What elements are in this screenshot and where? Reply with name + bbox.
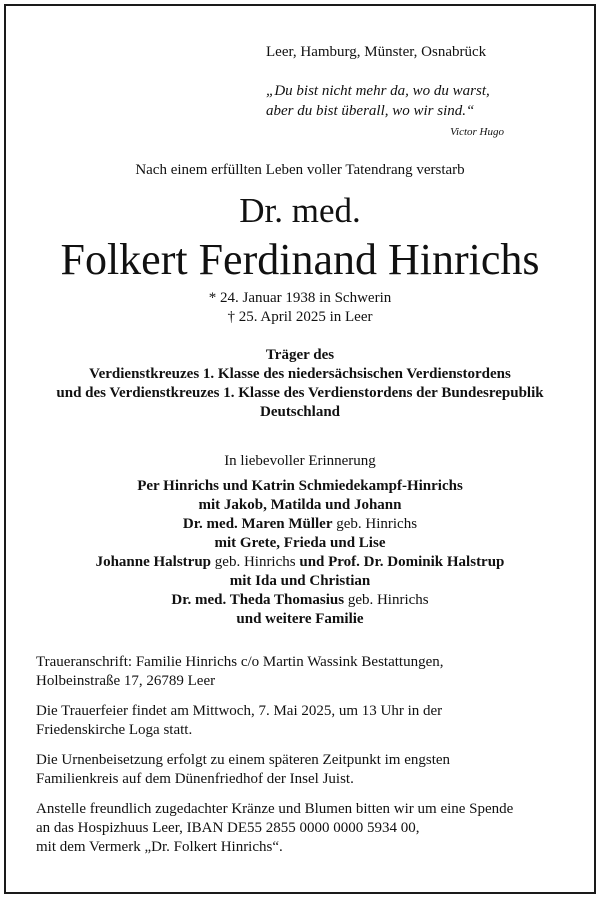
quote-line-2: aber du bist überall, wo wir sind.“ bbox=[266, 103, 475, 119]
intro-text: Nach einem erfüllten Leben voller Tatendrang verstarb bbox=[135, 162, 465, 178]
donation-request bbox=[36, 800, 513, 857]
family-line: Per Hinrichs und Katrin Schmiedekampf-Hinrichs bbox=[137, 478, 463, 494]
notices-block bbox=[36, 653, 513, 868]
family-member-name: Johanne Halstrup bbox=[95, 554, 212, 570]
urn-burial bbox=[36, 751, 513, 789]
family-line bbox=[0, 515, 600, 534]
notice-line: Die Urnenbeisetzung erfolgt zu einem späteren Zeitpunkt im engsten bbox=[36, 752, 451, 768]
family-line bbox=[0, 591, 600, 610]
family-member-name: Dr. med. Maren Müller bbox=[182, 516, 333, 532]
honors-line-2: Verdienstkreuzes 1. Klasse des niedersächsischen Verdienstordens bbox=[89, 366, 511, 382]
family-line: mit Jakob, Matilda und Johann bbox=[198, 497, 402, 513]
notice-line: Die Trauerfeier findet am Mittwoch, 7. Mai 2025, um 13 Uhr in der bbox=[36, 703, 443, 719]
notice-line: mit dem Vermerk „Dr. Folkert Hinrichs“. bbox=[36, 839, 283, 855]
places-line: Leer, Hamburg, Münster, Osnabrück bbox=[266, 44, 487, 60]
honors-line-3: und des Verdienstkreuzes 1. Klasse des Verdienstordens der Bundesrepublik bbox=[56, 385, 544, 401]
notice-line: Traueranschrift: Familie Hinrichs c/o Martin Wassink Bestattungen, bbox=[36, 654, 444, 670]
family-member-maiden: geb. Hinrichs bbox=[332, 516, 418, 532]
family-member-maiden: geb. Hinrichs bbox=[344, 592, 429, 608]
family-member-name: Dr. med. Theda Thomasius bbox=[171, 592, 345, 608]
death-date: † 25. April 2025 in Leer bbox=[227, 309, 373, 325]
family-member-spouse: und Prof. Dr. Dominik Halstrup bbox=[299, 554, 505, 570]
family-line: und weitere Familie bbox=[236, 611, 364, 627]
deceased-title: Dr. med. bbox=[239, 191, 361, 230]
honors-line-1: Träger des bbox=[265, 347, 335, 363]
notice-line: Friedenskirche Loga statt. bbox=[36, 722, 193, 738]
life-dates bbox=[0, 289, 600, 327]
honors-line-4: Deutschland bbox=[259, 404, 341, 420]
notice-line: Holbeinstraße 17, 26789 Leer bbox=[36, 673, 216, 689]
quote-line-1: „Du bist nicht mehr da, wo du warst, bbox=[266, 83, 490, 99]
notice-line: Familienkreis auf dem Dünenfriedhof der Insel Juist. bbox=[36, 771, 354, 787]
remembrance-heading: In liebevoller Erinnerung bbox=[224, 453, 376, 469]
birth-date: * 24. Januar 1938 in Schwerin bbox=[208, 290, 392, 306]
notice-line: an das Hospizhuus Leer, IBAN DE55 2855 0000 0000 5934 00, bbox=[36, 820, 420, 836]
quote-author: Victor Hugo bbox=[450, 126, 504, 138]
family-line bbox=[0, 553, 600, 572]
honors-block bbox=[0, 346, 600, 422]
family-line: mit Ida und Christian bbox=[229, 573, 371, 589]
notice-line: Anstelle freundlich zugedachter Kränze und Blumen bitten wir um eine Spende bbox=[36, 801, 514, 817]
family-line: mit Grete, Frieda und Lise bbox=[214, 535, 386, 551]
family-list bbox=[0, 477, 600, 629]
family-member-maiden: geb. Hinrichs bbox=[211, 554, 300, 570]
quote bbox=[266, 81, 490, 121]
deceased-name: Folkert Ferdinand Hinrichs bbox=[60, 235, 540, 284]
funeral-service bbox=[36, 702, 513, 740]
funeral-address bbox=[36, 653, 513, 691]
